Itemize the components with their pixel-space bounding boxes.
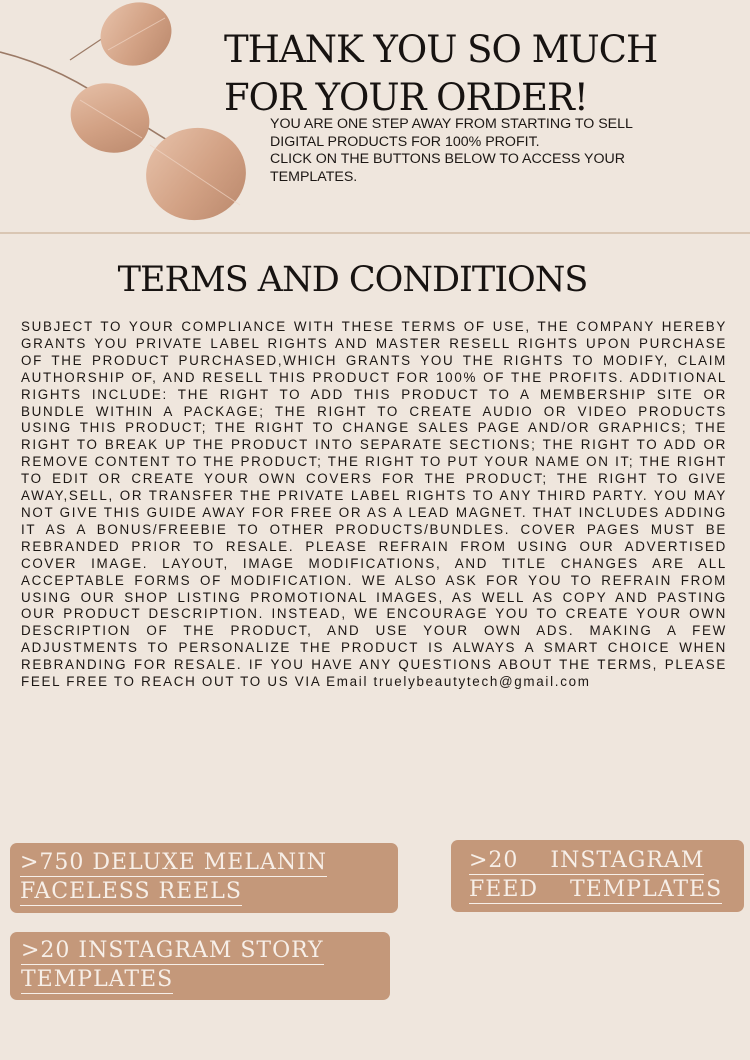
order-message-line: TEMPLATES. xyxy=(270,168,358,185)
instagram-story-templates-button[interactable] xyxy=(10,932,390,1000)
section-divider xyxy=(0,232,750,234)
instagram-feed-templates-button[interactable] xyxy=(451,840,744,912)
button-label: >20 INSTAGRAM STORY TEMPLATES xyxy=(21,938,324,992)
terms-body: SUBJECT TO YOUR COMPLIANCE WITH THESE TERMS OF USE, THE COMPANY HEREBY GRANTS YOU PRIVATE LABEL RIGHTS AND MASTER RESELL RIGHTS UPON PURCHASE OF THE PRODUCT PURCHASED,WHICH GRANTS YOU THE RIGHTS TO MODIFY, CLAIM AUTHORSHIP OF, AND RESELL THIS PRODUCT FOR 100% OF THE PROFITS. ADDITIONAL RIGHTS INCLUDE: THE RIGHT TO ADD THIS PRODUCT TO A MEMBERSHIP SITE OR BUNDLE WITHIN A PACKAGE; THE RIGHT TO CREATE AUDIO OR VIDEO PRODUCTS USING THIS PRODUCT; THE RIGHT TO CHANGE SALES PAGE AND/OR GRAPHICS; THE RIGHT TO BREAK UP THE PRODUCT INTO SEPARATE SECTIONS; THE RIGHT TO ADD OR REMOVE CONTENT TO THE PRODUCT; THE RIGHT TO PUT YOUR NAME ON IT; THE RIGHT TO EDIT OR CREATE YOUR OWN COVERS FOR THE PRODUCT; THE RIGHT TO GIVE AWAY,SELL, OR TRANSFER THE PRIVATE LABEL RIGHTS TO ANY THIRD PARTY. YOU MAY NOT GIVE THIS GUIDE AWAY FOR FREE OR AS A LEAD MAGNET. THAT INCLUDES ADDING IT AS A BONUS/FREEBIE TO OTHER PRODUCTS/BUNDLES. COVER PAGES MUST BE REBRANDED PRIOR TO RESALE. PLEASE REFRAIN FROM USING OUR ADVERTISED COVER IMAGE. LAYOUT, IMAGE MODIFICATIONS, AND TITLE CHANGES ARE ALL ACCEPTABLE FORMS OF MODIFICATION. WE ALSO ASK FOR YOU TO REFRAIN FROM USING OUR SHOP LISTING PROMOTIONAL IMAGES, AS WELL AS COPY AND PASTING OUR PRODUCT DESCRIPTION. INSTEAD, WE ENCOURAGE YOU TO CREATE YOUR OWN DESCRIPTION OF THE PRODUCT, AND USE YOUR OWN ADS. MAKING A FEW ADJUSTMENTS TO PERSONALIZE THE PRODUCT IS ALWAYS A SMART CHOICE WHEN REBRANDING FOR RESALE. IF YOU HAVE ANY QUESTIONS ABOUT THE TERMS, PLEASE FEEL FREE TO REACH OUT TO US VIA Email truelybeautytech@gmail.com xyxy=(21,319,727,690)
order-message-line: YOU ARE ONE STEP AWAY FROM STARTING TO SELL xyxy=(270,116,633,132)
button-label: >750 DELUXE MELANIN FACELESS REELS xyxy=(20,850,328,904)
terms-heading: TERMS AND CONDITIONS xyxy=(117,260,588,300)
order-message-line: DIGITAL PRODUCTS FOR 100% PROFIT. xyxy=(270,133,540,150)
button-label: >20 INSTAGRAM FEED TEMPLATES xyxy=(469,848,723,902)
order-message xyxy=(270,116,730,186)
eucalyptus-leaves-icon xyxy=(0,0,260,230)
deluxe-melanin-faceless-reels-button[interactable] xyxy=(10,843,398,913)
order-message-line: CLICK ON THE BUTTONS BELOW TO ACCESS YOUR xyxy=(270,151,626,167)
page-title: THANK YOU SO MUCH FOR YOUR ORDER! xyxy=(224,28,658,119)
